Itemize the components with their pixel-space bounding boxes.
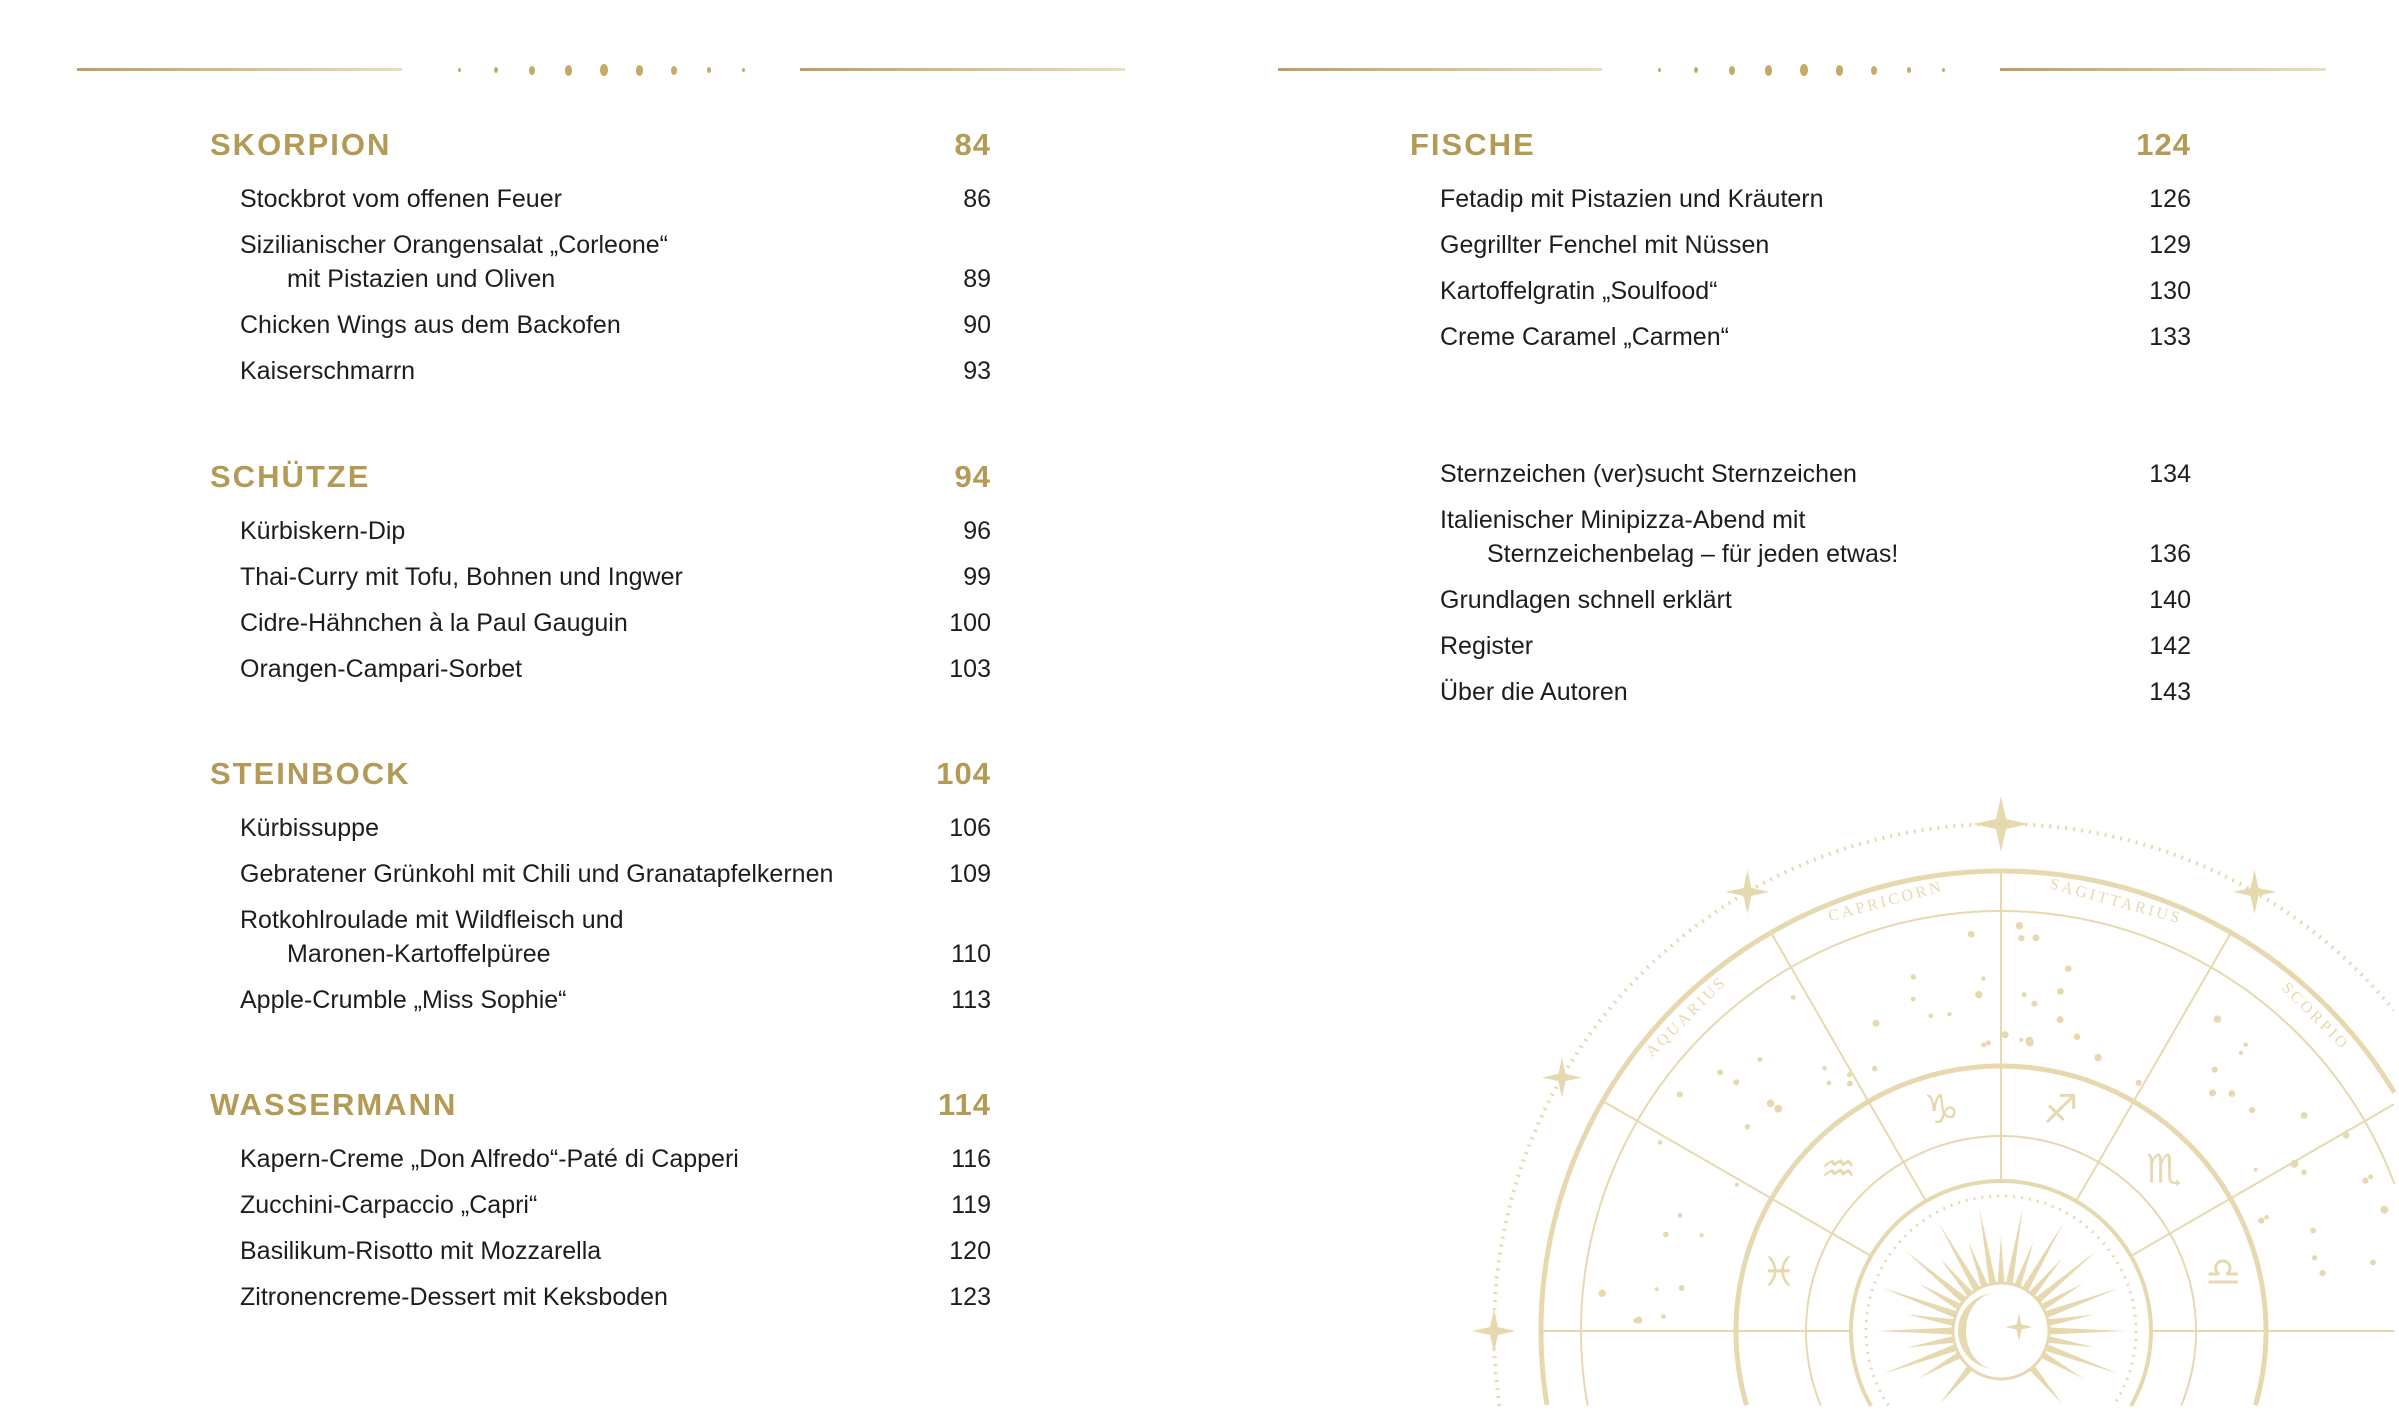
constellation-star [2229, 1090, 2236, 1097]
star-icon [1542, 1058, 1582, 1098]
entry-lines [1440, 274, 1717, 308]
entry-title: Rotkohlroulade mit Wildfleisch und [240, 906, 624, 934]
zodiac-label: SAGITTARIUS [2047, 875, 2185, 928]
sun-ray [1907, 1335, 1957, 1347]
toc-entry[interactable] [1440, 274, 2191, 308]
entry-page: 142 [2149, 632, 2191, 660]
constellation-star [1872, 1020, 1879, 1027]
constellation-star [1968, 931, 1975, 938]
zodiac-symbol: ♏ [2145, 1146, 2182, 1193]
constellation-star [1757, 1057, 1762, 1062]
constellation-star [1911, 974, 1917, 980]
constellation-star [2074, 1033, 2081, 1040]
entry-lines [1440, 583, 1732, 617]
divider-line [800, 68, 1125, 71]
toc-entry[interactable] [240, 857, 991, 891]
entry-title: Kapern-Creme „Don Alfredo“-Paté di Capperi [240, 1145, 739, 1173]
entry-title: Fetadip mit Pistazien und Kräutern [1440, 185, 1824, 213]
entry-lines [1440, 457, 1857, 491]
entry-page: 116 [951, 1145, 991, 1173]
zodiac-label: CAPRICORN [1826, 878, 1946, 926]
entry-lines [240, 228, 668, 296]
constellation-star [2032, 934, 2039, 941]
section-heading[interactable] [210, 125, 991, 165]
entry-lines [240, 606, 628, 640]
ornament-dot [1694, 67, 1698, 73]
constellation-star [1947, 1012, 1951, 1016]
constellation-star [2312, 1255, 2317, 1260]
constellation-star [2026, 1039, 2034, 1047]
entry-lines [1440, 228, 1769, 262]
section-page: 114 [937, 1087, 991, 1122]
divider-line [1278, 68, 1602, 71]
constellation-star [2094, 1054, 2102, 1062]
toc-entry[interactable] [240, 182, 991, 216]
entry-title: Gegrillter Fenchel mit Nüssen [1440, 231, 1770, 259]
entry-title: Grundlagen schnell erklärt [1440, 586, 1732, 614]
sun-ray [2045, 1315, 2095, 1327]
toc-entry[interactable] [1440, 320, 2191, 354]
constellation-star [2214, 1015, 2221, 1022]
constellation-star [2243, 1042, 2248, 1047]
entry-page: 140 [2149, 586, 2191, 614]
entry-lines [240, 514, 405, 548]
entry-page: 110 [951, 940, 991, 968]
section-title: WASSERMANN [210, 1087, 458, 1122]
constellation-star [1847, 1081, 1853, 1087]
constellation-star [1847, 1072, 1852, 1077]
section-title: SCHÜTZE [210, 459, 371, 494]
toc-entry[interactable] [240, 560, 991, 594]
constellation-star [2016, 922, 2024, 930]
entry-title: Zitronencreme-Dessert mit Keksboden [240, 1283, 668, 1311]
entry-title: Zucchini-Carpaccio „Capri“ [240, 1191, 538, 1219]
constellation-star [1663, 1232, 1669, 1238]
constellation-star [2362, 1177, 2368, 1183]
constellation-star [2065, 965, 2072, 972]
toc-entry[interactable] [240, 811, 991, 845]
entry-page: 93 [963, 357, 991, 385]
constellation-star [1827, 1081, 1832, 1086]
entry-lines [1440, 182, 1824, 216]
ornament-dot [1871, 66, 1877, 75]
constellation-star [2249, 1107, 2255, 1113]
zodiac-wheel-illustration [1380, 760, 2399, 1410]
divider-line [2000, 68, 2326, 71]
toc-entry[interactable] [240, 606, 991, 640]
section-page: 104 [936, 756, 991, 791]
ornament-divider-right [1200, 60, 2399, 80]
ornament-dot [1907, 67, 1911, 73]
constellation-star [2301, 1169, 2307, 1175]
section-page: 84 [954, 127, 991, 162]
constellation-star [1717, 1069, 1723, 1075]
ornament-dot [1765, 65, 1773, 76]
toc-section [1410, 125, 2191, 366]
constellation-star [1678, 1213, 1683, 1218]
entry-title: Orangen-Campari-Sorbet [240, 655, 523, 683]
constellation-star [1745, 1124, 1750, 1129]
ornament-dot [600, 64, 608, 76]
section-title: FISCHE [1410, 127, 1536, 162]
ornament-divider-left [0, 60, 1200, 80]
entry-title: Apple-Crumble „Miss Sophie“ [240, 986, 567, 1014]
constellation-star [1774, 1105, 1782, 1113]
entry-page: 103 [949, 655, 991, 683]
entry-title: Sizilianischer Orangensalat „Corleone“ [240, 231, 668, 259]
constellation-star [1677, 1091, 1683, 1097]
ornament-dot [1942, 68, 1945, 72]
entry-lines [1440, 675, 1628, 709]
toc-entry[interactable] [240, 228, 991, 296]
constellation-star [1981, 976, 1985, 980]
toc-section [1410, 457, 2191, 721]
ornament-dot [565, 65, 573, 76]
entry-page: 126 [2149, 185, 2191, 213]
entry-title: Sternzeichenbelag – für jeden etwas! [1487, 540, 1899, 568]
constellation-star [1981, 1042, 1986, 1047]
constellation-star [1733, 1079, 1739, 1085]
entry-lines [1440, 629, 1533, 663]
section-heading[interactable] [210, 1085, 991, 1125]
constellation-star [2022, 992, 2027, 997]
constellation-star [1791, 995, 1796, 1000]
entry-title: Thai-Curry mit Tofu, Bohnen und Ingwer [240, 563, 683, 591]
entry-title: Maronen-Kartoffelpüree [287, 940, 551, 968]
entry-page: 123 [949, 1283, 991, 1311]
toc-entry[interactable] [240, 514, 991, 548]
divider-line [77, 68, 402, 71]
entry-title: Kaiserschmarrn [240, 357, 416, 385]
toc-entry[interactable] [240, 1234, 991, 1268]
sun-ray [1997, 1236, 2004, 1286]
constellation-star [1700, 1233, 1704, 1237]
sun-ray [2046, 1327, 2126, 1334]
constellation-star [2291, 1160, 2299, 1168]
constellation-star [2135, 1080, 2141, 1086]
toc-entry[interactable] [1440, 675, 2191, 709]
entry-page: 120 [949, 1237, 991, 1265]
entry-title: Italienischer Minipizza-Abend mit [1440, 506, 1806, 534]
entry-title: Register [1440, 632, 1534, 660]
constellation-star [1599, 1290, 1606, 1297]
entry-lines [240, 983, 567, 1017]
zodiac-symbol: ♓ [1760, 1249, 1797, 1296]
entry-page: 100 [949, 609, 991, 637]
toc-entry[interactable] [1440, 583, 2191, 617]
star-icon [1726, 870, 1770, 914]
ornament-dot [494, 67, 498, 73]
sun-ray [1907, 1315, 1957, 1327]
constellation-star [1633, 1318, 1638, 1323]
toc-section [210, 754, 991, 1029]
entry-title: Basilikum-Risotto mit Mozzarella [240, 1237, 602, 1265]
entry-lines [240, 1188, 537, 1222]
entry-title: Gebratener Grünkohl mit Chili und Granatapfelkernen [240, 860, 834, 888]
entry-title: Stockbrot vom offenen Feuer [240, 185, 562, 213]
toc-entry[interactable] [240, 354, 991, 388]
constellation-star [1929, 1013, 1934, 1018]
constellation-star [2264, 1215, 2269, 1220]
constellation-star [2209, 1089, 2216, 1096]
entry-page: 96 [963, 517, 991, 545]
entry-page: 143 [2149, 678, 2191, 706]
entry-lines [240, 1280, 668, 1314]
constellation-star [1975, 991, 1982, 998]
ornament-dot [707, 67, 711, 73]
entry-lines [240, 354, 415, 388]
ornament-dot [636, 65, 644, 76]
constellation-star [2057, 988, 2064, 995]
entry-page: 136 [2149, 540, 2191, 568]
entry-title: Creme Caramel „Carmen“ [1440, 323, 1729, 351]
ornament-dot [1729, 66, 1735, 75]
constellation-star [2370, 1260, 2376, 1266]
toc-entry[interactable] [240, 903, 991, 971]
star-icon [1472, 1309, 1516, 1353]
toc-entry[interactable] [240, 983, 991, 1017]
sun-disc [1953, 1283, 2049, 1379]
toc-entry[interactable] [1440, 457, 2191, 491]
constellation-star [2019, 1038, 2023, 1042]
entry-lines [240, 811, 379, 845]
entry-title: Chicken Wings aus dem Backofen [240, 311, 621, 339]
constellation-star [2212, 1067, 2218, 1073]
entry-lines [240, 1142, 739, 1176]
constellation-star [2343, 1132, 2350, 1139]
entry-lines [240, 903, 624, 971]
entry-lines [240, 560, 683, 594]
entry-lines [240, 857, 833, 891]
constellation-star [2001, 1031, 2008, 1038]
constellation-star [2239, 1051, 2244, 1056]
constellation-star [2310, 1228, 2316, 1234]
toc-entry[interactable] [240, 1188, 991, 1222]
entry-page: 129 [2149, 231, 2191, 259]
constellation-star [1911, 997, 1916, 1002]
constellation-star [1679, 1285, 1685, 1291]
entry-lines [240, 1234, 601, 1268]
entry-title: Kartoffelgratin „Soulfood“ [1440, 277, 1718, 305]
constellation-star [2319, 1270, 2325, 1276]
entry-lines [240, 652, 522, 686]
entry-title: Cidre-Hähnchen à la Paul Gauguin [240, 609, 628, 637]
constellation-star [2018, 935, 2024, 941]
constellation-star [2031, 1001, 2037, 1007]
ornament-dot [1658, 68, 1661, 72]
section-page: 124 [2136, 127, 2191, 162]
sun-ray [1876, 1327, 1956, 1334]
entry-page: 119 [951, 1191, 991, 1219]
entry-page: 113 [951, 986, 991, 1014]
toc-section [210, 457, 991, 698]
entry-page: 109 [949, 860, 991, 888]
constellation-star [2380, 1206, 2388, 1214]
entry-title: Kürbiskern-Dip [240, 517, 406, 545]
ornament-dot [458, 68, 461, 72]
section-page: 94 [954, 459, 991, 494]
entry-lines [240, 308, 621, 342]
entry-page: 86 [963, 185, 991, 213]
zodiac-symbol: ♒ [1820, 1146, 1857, 1193]
zodiac-symbol: ♐ [2042, 1086, 2079, 1133]
entry-page: 133 [2149, 323, 2191, 351]
toc-entry[interactable] [240, 652, 991, 686]
constellation-star [2057, 1016, 2064, 1023]
toc-entry[interactable] [240, 1280, 991, 1314]
toc-entry[interactable] [240, 308, 991, 342]
toc-entry[interactable] [1440, 503, 2191, 571]
constellation-star [1658, 1140, 1663, 1145]
ornament-dot [1800, 64, 1808, 76]
section-heading[interactable] [210, 754, 991, 794]
entry-lines [1440, 320, 1729, 354]
constellation-star [1655, 1287, 1659, 1291]
entry-page: 130 [2149, 277, 2191, 305]
entry-lines [240, 182, 562, 216]
constellation-star [1661, 1314, 1666, 1319]
zodiac-label: AQUARIUS [1642, 972, 1731, 1061]
constellation-star [1735, 1183, 1739, 1187]
constellation-star [1822, 1066, 1827, 1071]
section-title: SKORPION [210, 127, 392, 162]
entry-page: 134 [2149, 460, 2191, 488]
section-heading[interactable] [210, 457, 991, 497]
entry-title: Über die Autoren [1440, 678, 1628, 706]
entry-page: 106 [949, 814, 991, 842]
ornament-dot [742, 68, 745, 72]
constellation-star [2254, 1168, 2258, 1172]
entry-page: 89 [963, 265, 991, 293]
toc-section [210, 125, 991, 400]
constellation-star [2368, 1175, 2373, 1180]
toc-entry[interactable] [240, 1142, 991, 1176]
toc-entry[interactable] [1440, 228, 2191, 262]
constellation-star [2301, 1112, 2308, 1119]
entry-page: 99 [963, 563, 991, 591]
entry-title: Sternzeichen (ver)sucht Sternzeichen [1440, 460, 1857, 488]
toc-entry[interactable] [1440, 182, 2191, 216]
entry-title: mit Pistazien und Oliven [287, 265, 556, 293]
ornament-dot [671, 66, 677, 75]
star-icon [2233, 870, 2277, 914]
ornament-dot [529, 66, 535, 75]
entry-lines [1440, 503, 1898, 571]
section-title: STEINBOCK [210, 756, 411, 791]
section-heading[interactable] [1410, 125, 2191, 165]
sun-ray [2045, 1335, 2095, 1347]
constellation-star [1872, 1066, 1878, 1072]
zodiac-symbol: ♑ [1923, 1086, 1960, 1133]
zodiac-symbol: ♎ [2205, 1249, 2242, 1296]
ornament-dot [1836, 65, 1844, 76]
star-icon [1973, 796, 2029, 852]
entry-title: Kürbissuppe [240, 814, 379, 842]
constellation-star [2258, 1218, 2264, 1224]
zodiac-label: SCORPIO [2277, 979, 2353, 1055]
toc-entry[interactable] [1440, 629, 2191, 663]
toc-section [210, 1085, 991, 1326]
constellation-star [1767, 1099, 1775, 1107]
constellation-star [1986, 1040, 1991, 1045]
entry-page: 90 [963, 311, 991, 339]
